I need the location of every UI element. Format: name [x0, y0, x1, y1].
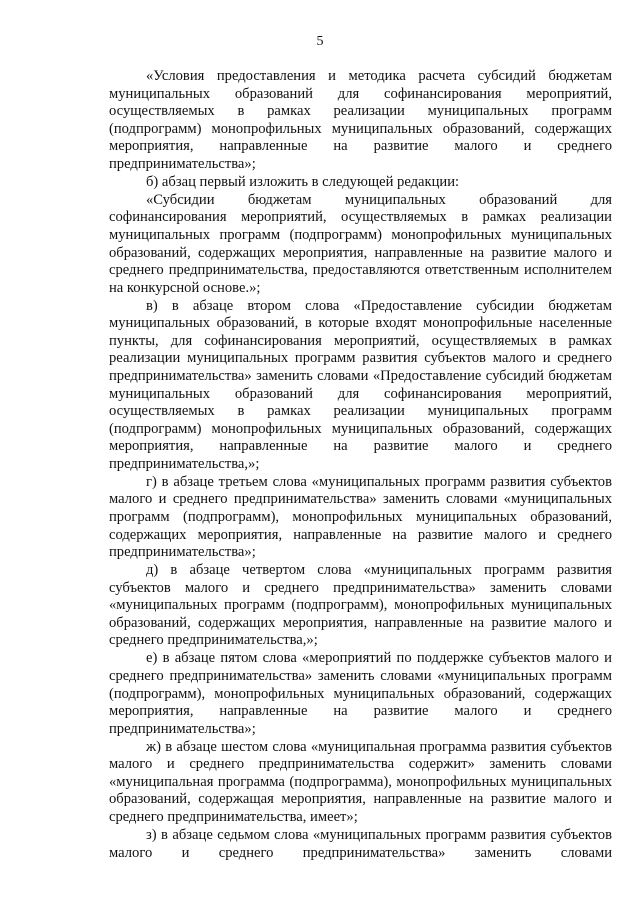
document-body	[109, 68, 612, 862]
paragraph-v: в) в абзаце втором слова «Предоставление субсидии бюджетам муниципальных образований, в которые входят монопрофильные населенные пункты, для софинансирования мероприятий, осуществляемых в рамках реализации муниципальных программ развития субъектов малого и среднего предпринимательства» заменить словами «Предоставление субсидий бюджетам муниципальных образований для софинансирования мероприятий, осуществляемых в рамках реализации муниципальных программ (подпрограмм) монопрофильных муниципальных образований, содержащих мероприятия, направленные на развитие малого и среднего предпринимательства,»;	[109, 297, 612, 472]
paragraph-g: г) в абзаце третьем слова «муниципальных программ развития субъектов малого и среднего предпринимательства» заменить словами «муниципальных программ (подпрограмм), монопрофильных муниципальных образований, содержащих мероприятия, направленные на развитие малого и среднего предпринимательства»;	[109, 473, 612, 561]
paragraph-b: б) абзац первый изложить в следующей редакции:	[146, 173, 460, 190]
paragraph-subsidies: «Субсидии бюджетам муниципальных образований для софинансирования мероприятий, осуществляемых в рамках реализации муниципальных программ (подпрограмм) монопрофильных муниципальных образований, содержащих мероприятия, направленные на развитие малого и среднего предпринимательства, предоставляются ответственным исполнителем на конкурсной основе.»;	[109, 191, 612, 296]
paragraph-d: д) в абзаце четвертом слова «муниципальных программ развития субъектов малого и среднего предпринимательства» заменить словами «муниципальных программ (подпрограмм), монопрофильных муниципальных образований, содержащих мероприятия, направленные на развитие малого и среднего предпринимательства,»;	[109, 562, 612, 649]
paragraph-zh: ж) в абзаце шестом слова «муниципальная программа развития субъектов малого и среднего предпринимательства содержит» заменить словами «муниципальная программа (подпрограмма), монопрофильных муниципальных образований, содержащая мероприятия, направленные на развитие малого и среднего предпринимательства, имеет»;	[109, 738, 612, 826]
paragraph-e: е) в абзаце пятом слова «мероприятий по поддержке субъектов малого и среднего предпринимательства» заменить словами «муниципальных программ (подпрограмм), монопрофильных муниципальных образований, содержащих мероприятия, направленные на развитие малого и среднего предпринимательства»;	[109, 650, 612, 737]
paragraph-conditions-title: «Условия предоставления и методика расчета субсидий бюджетам муниципальных образований для софинансирования мероприятий, осуществляемых в рамках реализации муниципальных программ (подпрограмм) монопрофильных муниципальных образований, содержащих мероприятия, направленные на развитие малого и среднего предпринимательства»;	[109, 68, 612, 172]
paragraph-z: з) в абзаце седьмом слова «муниципальных программ развития субъектов малого и среднего предпринимательства» заменить словами	[109, 826, 612, 861]
page-number: 5	[316, 34, 324, 49]
